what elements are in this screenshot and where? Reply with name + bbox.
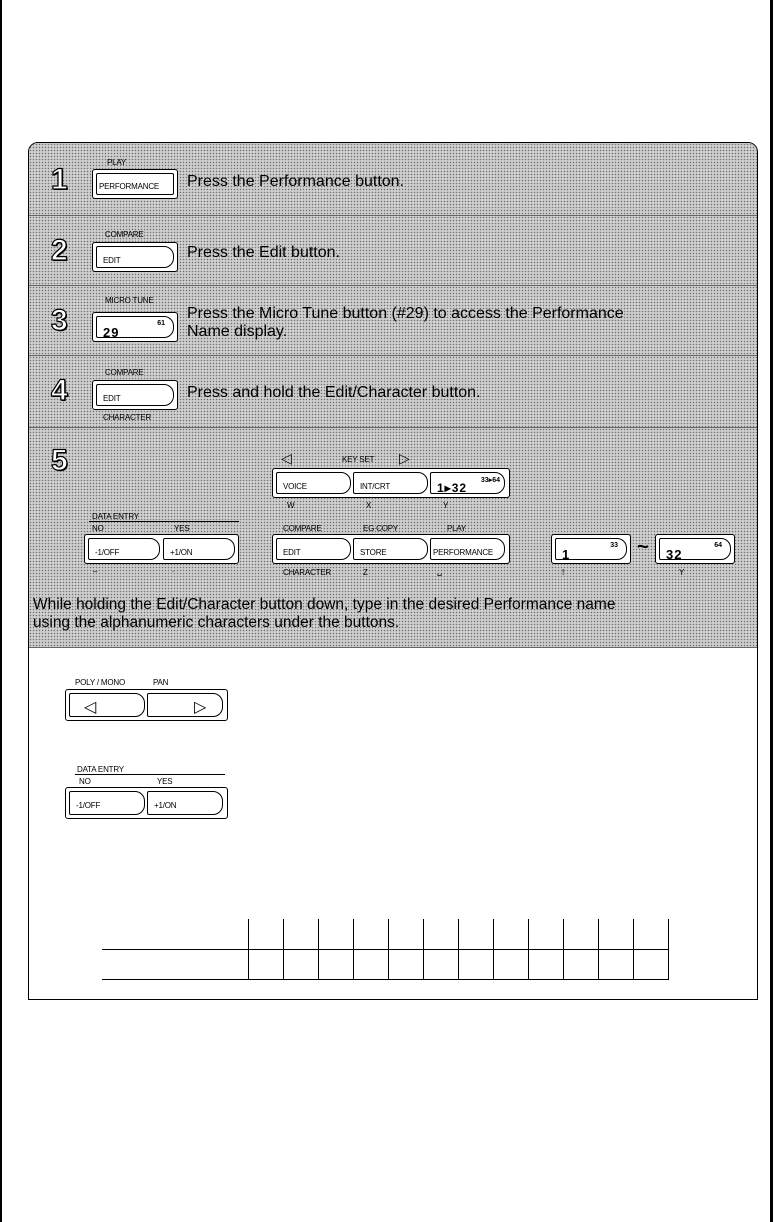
number-32-button[interactable] [655,534,735,564]
int-crt-button[interactable] [353,472,428,494]
table-cell [563,919,598,949]
table-cell [318,949,353,979]
char-exclamation: ! [562,568,565,577]
char-space: ␣ [437,567,442,576]
store-label: STORE [360,548,387,557]
step-1-text: Press the Performance button. [187,173,404,190]
step-number: 1 [51,163,68,196]
yes-label: YES [174,524,190,533]
store-button[interactable] [353,538,428,560]
table-cell [633,919,668,949]
table-cell [598,919,633,949]
char-x: X [366,501,372,510]
character-label: CHARACTER [283,568,331,577]
keyset-label: KEY SET [342,455,375,464]
performance-button-label: PERFORMANCE [99,182,160,191]
performance-button[interactable] [430,538,505,560]
table-cell [283,919,318,949]
number-1-label: 1 [562,547,571,562]
table-cell [102,919,248,949]
char-z: Z [363,568,368,577]
number-32-label: 32 [666,547,683,562]
cursor-right-button[interactable] [147,693,223,717]
edit-button[interactable] [276,538,351,560]
data-entry-rule [75,774,225,775]
eg-copy-label: EG COPY [363,524,399,533]
micro-tune-sup: 61 [157,320,165,327]
step-number: 3 [51,304,68,337]
compare-label: COMPARE [105,230,144,239]
table-cell [493,949,528,979]
bank-range-button[interactable] [430,472,505,494]
yes-label: YES [157,777,173,786]
table-cell [563,949,598,979]
performance-button[interactable] [92,169,178,199]
compare-label: COMPARE [283,524,322,533]
poly-mono-label: POLY / MONO [75,678,125,687]
cursor-left-button[interactable] [69,693,145,717]
table-cell [423,919,458,949]
number-1-sup: 33 [610,542,618,549]
right-arrow-icon: ▷ [194,699,207,716]
pan-label: PAN [153,678,169,687]
table-cell [458,919,493,949]
step-5-text-line2: using the alphanumeric characters under the buttons. [33,614,400,631]
table-cell [633,949,668,979]
table-cell [423,949,458,979]
char-y-lower: Y [679,568,685,577]
step-2 [29,216,757,286]
plus-one-on-button[interactable] [163,538,235,560]
play-label: PLAY [447,524,467,533]
micro-tune-label: MICRO TUNE [105,296,154,305]
step-3-text-line2: Name display. [187,323,288,340]
table-cell [598,949,633,979]
play-label: PLAY [107,158,127,167]
plus-one-on-button[interactable] [147,791,223,815]
table-cell [283,949,318,979]
table-cell [248,949,283,979]
table-cell [493,919,528,949]
keyset-left-arrow-icon: ◁ [281,450,292,466]
data-entry-label: DATA ENTRY [77,765,124,774]
data-entry-rule [89,521,239,522]
voice-button-label: VOICE [283,482,307,491]
instruction-panel [28,142,758,1000]
micro-tune-number: 29 [103,325,120,340]
name-entry-table [102,919,669,980]
step-4 [29,356,757,428]
no-label: NO [92,524,104,533]
minus-label: -1/OFF [76,801,101,810]
step-number: 2 [51,234,68,267]
micro-tune-button[interactable] [92,312,178,342]
performance-label: PERFORMANCE [433,548,494,557]
table-cell [353,919,388,949]
cursor-button-group [65,689,228,721]
step-5 [29,428,757,648]
char-dot: . [172,565,175,574]
step-5-text-line1: While holding the Edit/Character button down, type in the desired Performance name [33,596,616,613]
edit-label: EDIT [283,548,301,557]
edit-button-label: EDIT [103,394,121,403]
table-cell [248,919,283,949]
edit-button-label: EDIT [103,256,121,265]
number-32-sup: 64 [714,542,722,549]
char-y: Y [443,501,449,510]
no-label: NO [79,777,91,786]
step-1 [29,143,757,216]
step-number: 5 [51,444,68,477]
step-2-text: Press the Edit button. [187,244,340,261]
compare-label: COMPARE [105,368,144,377]
left-arrow-icon: ◁ [84,699,97,716]
bank-range-label: 1▸32 [437,481,468,495]
edit-store-performance-group [272,534,510,564]
char-minus: – [93,567,98,576]
step-number: 4 [51,374,68,407]
range-tilde: ~ [637,536,649,558]
table-cell [102,949,248,979]
table-cell [528,949,563,979]
data-entry-label: DATA ENTRY [92,512,139,521]
edit-character-button[interactable] [92,380,178,410]
table-cell [528,919,563,949]
minus-one-off-button[interactable] [69,791,145,815]
table-cell [458,949,493,979]
plus-label: +1/ON [170,548,193,557]
char-w: W [287,501,295,510]
voice-button[interactable] [276,472,351,494]
edit-button[interactable] [92,242,178,272]
step-4-text: Press and hold the Edit/Character button. [187,384,481,401]
character-label: CHARACTER [103,413,151,422]
table-cell [318,919,353,949]
minus-label: -1/OFF [95,548,120,557]
keyset-button-group [272,468,510,498]
number-1-button[interactable] [551,534,631,564]
int-crt-button-label: INT/CRT [360,482,391,491]
data-entry-button-group [84,534,239,564]
minus-one-off-button[interactable] [88,538,160,560]
plus-label: +1/ON [154,801,177,810]
page-edge-left [0,0,2,1222]
step-3 [29,286,757,356]
table-cell [388,919,423,949]
table-row [102,949,668,979]
data-entry-lower-group [65,787,228,819]
bank-range-sup: 33▸64 [480,477,500,484]
keyset-right-arrow-icon: ▷ [399,450,410,466]
table-cell [353,949,388,979]
page-edge-right [770,0,773,1222]
step-3-text-line1: Press the Micro Tune button (#29) to access the Performance [187,305,624,322]
table-cell [388,949,423,979]
table-row [102,919,668,949]
